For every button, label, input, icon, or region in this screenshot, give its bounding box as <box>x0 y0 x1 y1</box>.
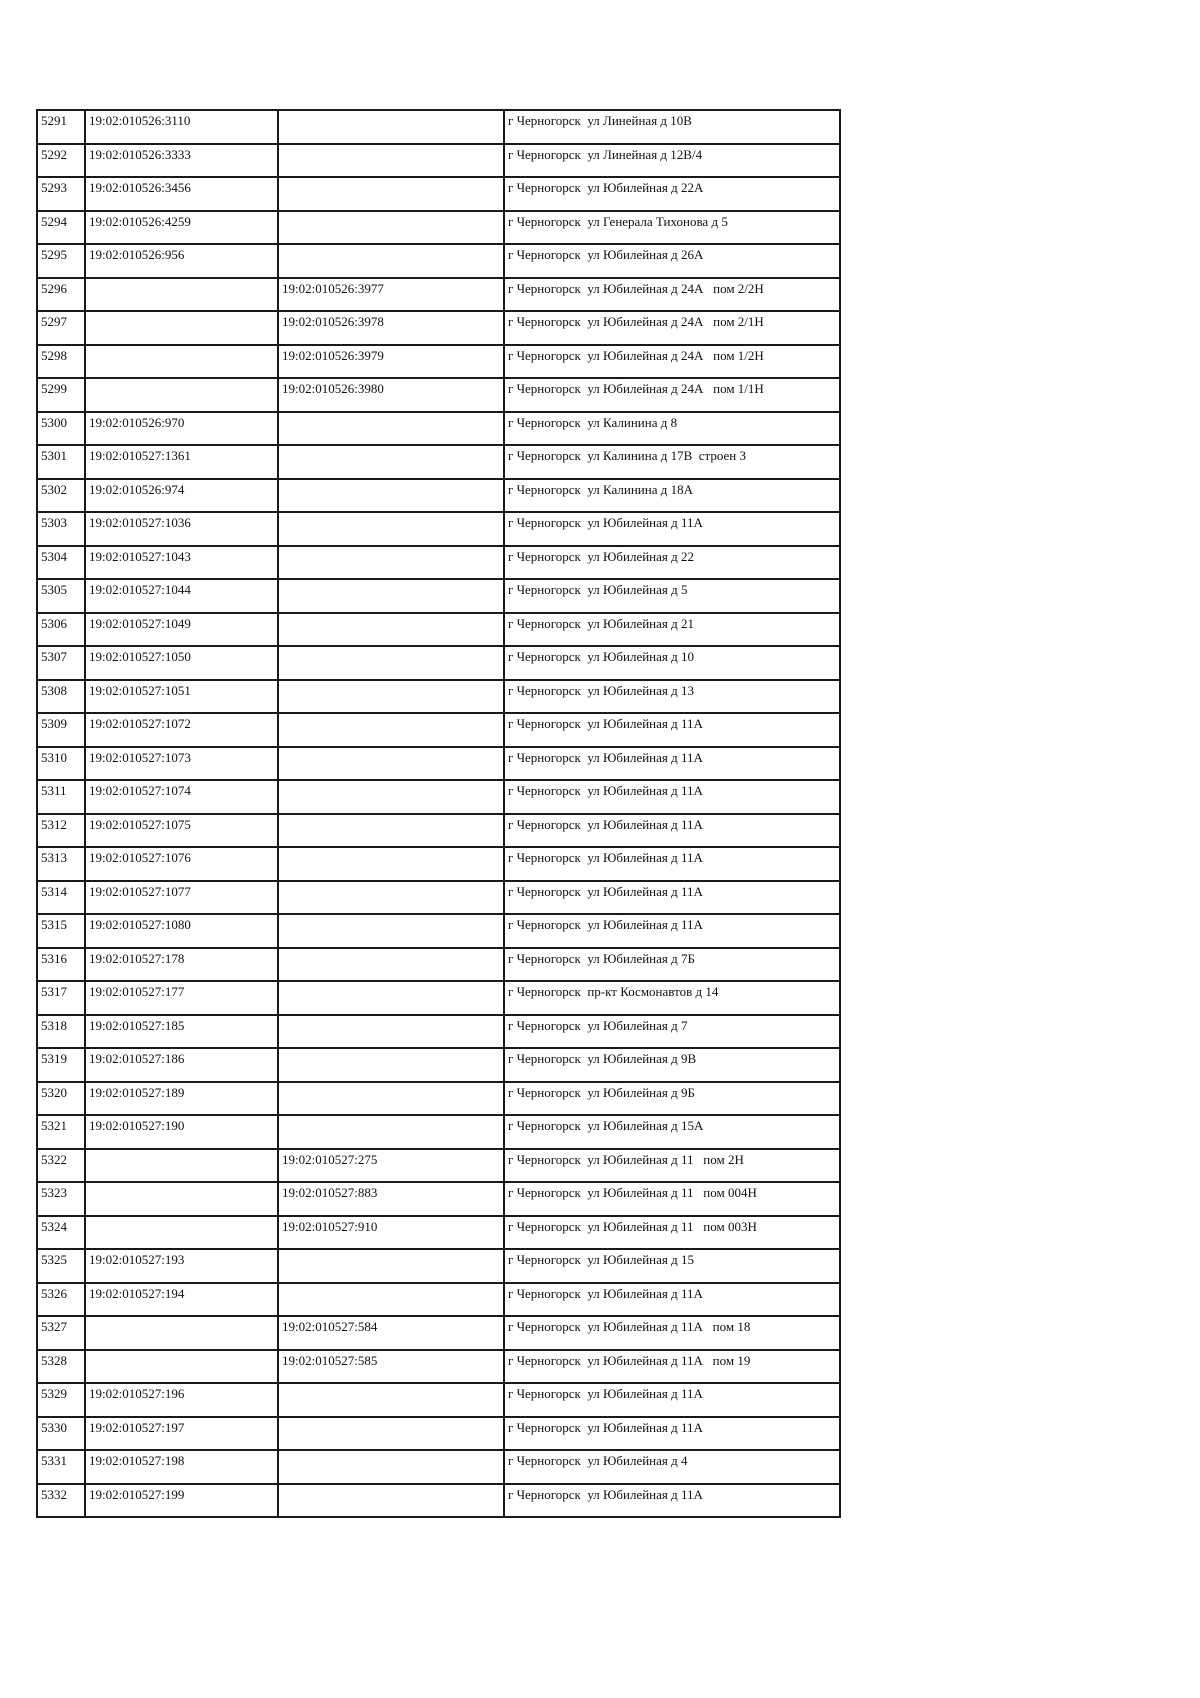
table-row <box>37 412 840 446</box>
premises-cadastral-number-cell <box>278 948 504 982</box>
premises-cadastral-number-cell <box>278 1048 504 1082</box>
table-row <box>37 445 840 479</box>
land-cadastral-number-cell: 19:02:010527:1361 <box>85 445 278 479</box>
table-row <box>37 345 840 379</box>
land-cadastral-number-cell: 19:02:010526:4259 <box>85 211 278 245</box>
land-cadastral-number-cell: 19:02:010527:1076 <box>85 847 278 881</box>
land-cadastral-number-cell: 19:02:010526:3110 <box>85 110 278 144</box>
table-row <box>37 1383 840 1417</box>
address-cell: г Черногорск ул Юбилейная д 11А <box>504 1417 840 1451</box>
land-cadastral-number-cell: 19:02:010527:186 <box>85 1048 278 1082</box>
land-cadastral-number-cell <box>85 1149 278 1183</box>
table-row <box>37 1316 840 1350</box>
row-number-cell: 5293 <box>37 177 85 211</box>
land-cadastral-number-cell: 19:02:010527:196 <box>85 1383 278 1417</box>
row-number-cell: 5296 <box>37 278 85 312</box>
premises-cadastral-number-cell <box>278 1283 504 1317</box>
land-cadastral-number-cell: 19:02:010526:974 <box>85 479 278 513</box>
address-cell: г Черногорск ул Юбилейная д 5 <box>504 579 840 613</box>
row-number-cell: 5329 <box>37 1383 85 1417</box>
table-row <box>37 1350 840 1384</box>
premises-cadastral-number-cell <box>278 244 504 278</box>
premises-cadastral-number-cell <box>278 1417 504 1451</box>
row-number-cell: 5304 <box>37 546 85 580</box>
premises-cadastral-number-cell <box>278 747 504 781</box>
row-number-cell: 5298 <box>37 345 85 379</box>
land-cadastral-number-cell: 19:02:010527:197 <box>85 1417 278 1451</box>
row-number-cell: 5297 <box>37 311 85 345</box>
table-row <box>37 948 840 982</box>
land-cadastral-number-cell: 19:02:010527:1075 <box>85 814 278 848</box>
land-cadastral-number-cell: 19:02:010527:193 <box>85 1249 278 1283</box>
premises-cadastral-number-cell <box>278 579 504 613</box>
row-number-cell: 5331 <box>37 1450 85 1484</box>
premises-cadastral-number-cell: 19:02:010526:3980 <box>278 378 504 412</box>
row-number-cell: 5313 <box>37 847 85 881</box>
row-number-cell: 5317 <box>37 981 85 1015</box>
land-cadastral-number-cell: 19:02:010527:1051 <box>85 680 278 714</box>
table-row <box>37 144 840 178</box>
table-row <box>37 981 840 1015</box>
premises-cadastral-number-cell <box>278 713 504 747</box>
row-number-cell: 5299 <box>37 378 85 412</box>
row-number-cell: 5318 <box>37 1015 85 1049</box>
table-row <box>37 814 840 848</box>
address-cell: г Черногорск ул Юбилейная д 11А <box>504 914 840 948</box>
land-cadastral-number-cell: 19:02:010527:1073 <box>85 747 278 781</box>
table-row <box>37 646 840 680</box>
premises-cadastral-number-cell <box>278 1484 504 1518</box>
address-cell: г Черногорск ул Юбилейная д 11А <box>504 814 840 848</box>
row-number-cell: 5311 <box>37 780 85 814</box>
land-cadastral-number-cell <box>85 1350 278 1384</box>
land-cadastral-number-cell: 19:02:010527:1072 <box>85 713 278 747</box>
table-row <box>37 311 840 345</box>
address-cell: г Черногорск ул Юбилейная д 11А <box>504 847 840 881</box>
premises-cadastral-number-cell <box>278 881 504 915</box>
land-cadastral-number-cell: 19:02:010527:1080 <box>85 914 278 948</box>
land-cadastral-number-cell <box>85 311 278 345</box>
land-cadastral-number-cell: 19:02:010527:199 <box>85 1484 278 1518</box>
address-cell: г Черногорск ул Юбилейная д 11А пом 19 <box>504 1350 840 1384</box>
land-cadastral-number-cell: 19:02:010526:956 <box>85 244 278 278</box>
table-row <box>37 1417 840 1451</box>
row-number-cell: 5303 <box>37 512 85 546</box>
premises-cadastral-number-cell <box>278 613 504 647</box>
row-number-cell: 5295 <box>37 244 85 278</box>
table-row <box>37 1283 840 1317</box>
address-cell: г Черногорск ул Юбилейная д 11А <box>504 713 840 747</box>
land-cadastral-number-cell: 19:02:010527:177 <box>85 981 278 1015</box>
address-cell: г Черногорск ул Юбилейная д 15 <box>504 1249 840 1283</box>
address-cell: г Черногорск ул Линейная д 10В <box>504 110 840 144</box>
table-row <box>37 278 840 312</box>
land-cadastral-number-cell <box>85 278 278 312</box>
premises-cadastral-number-cell: 19:02:010526:3977 <box>278 278 504 312</box>
land-cadastral-number-cell: 19:02:010527:1074 <box>85 780 278 814</box>
premises-cadastral-number-cell <box>278 981 504 1015</box>
table-row <box>37 1048 840 1082</box>
premises-cadastral-number-cell <box>278 780 504 814</box>
address-cell: г Черногорск ул Юбилейная д 11 пом 2Н <box>504 1149 840 1183</box>
address-cell: г Черногорск ул Юбилейная д 21 <box>504 613 840 647</box>
premises-cadastral-number-cell: 19:02:010527:883 <box>278 1182 504 1216</box>
premises-cadastral-number-cell: 19:02:010527:275 <box>278 1149 504 1183</box>
address-cell: г Черногорск ул Калинина д 8 <box>504 412 840 446</box>
row-number-cell: 5292 <box>37 144 85 178</box>
land-cadastral-number-cell: 19:02:010527:194 <box>85 1283 278 1317</box>
address-cell: г Черногорск ул Юбилейная д 9В <box>504 1048 840 1082</box>
address-cell: г Черногорск ул Юбилейная д 24А пом 1/1Н <box>504 378 840 412</box>
land-cadastral-number-cell: 19:02:010527:185 <box>85 1015 278 1049</box>
table-row <box>37 881 840 915</box>
row-number-cell: 5319 <box>37 1048 85 1082</box>
row-number-cell: 5321 <box>37 1115 85 1149</box>
row-number-cell: 5312 <box>37 814 85 848</box>
table-row <box>37 1484 840 1518</box>
row-number-cell: 5300 <box>37 412 85 446</box>
table-row <box>37 1015 840 1049</box>
land-cadastral-number-cell: 19:02:010527:1050 <box>85 646 278 680</box>
land-cadastral-number-cell: 19:02:010527:178 <box>85 948 278 982</box>
premises-cadastral-number-cell <box>278 412 504 446</box>
row-number-cell: 5309 <box>37 713 85 747</box>
row-number-cell: 5330 <box>37 1417 85 1451</box>
row-number-cell: 5310 <box>37 747 85 781</box>
premises-cadastral-number-cell <box>278 1082 504 1116</box>
row-number-cell: 5325 <box>37 1249 85 1283</box>
premises-cadastral-number-cell <box>278 680 504 714</box>
premises-cadastral-number-cell: 19:02:010527:910 <box>278 1216 504 1250</box>
registry-table-body <box>37 110 840 1517</box>
land-cadastral-number-cell: 19:02:010526:3456 <box>85 177 278 211</box>
table-row <box>37 613 840 647</box>
table-row <box>37 1149 840 1183</box>
table-row <box>37 479 840 513</box>
row-number-cell: 5306 <box>37 613 85 647</box>
premises-cadastral-number-cell: 19:02:010527:585 <box>278 1350 504 1384</box>
land-cadastral-number-cell: 19:02:010527:1036 <box>85 512 278 546</box>
address-cell: г Черногорск ул Юбилейная д 11А пом 18 <box>504 1316 840 1350</box>
table-row <box>37 747 840 781</box>
premises-cadastral-number-cell: 19:02:010526:3978 <box>278 311 504 345</box>
premises-cadastral-number-cell <box>278 1383 504 1417</box>
land-cadastral-number-cell: 19:02:010527:190 <box>85 1115 278 1149</box>
address-cell: г Черногорск ул Юбилейная д 9Б <box>504 1082 840 1116</box>
address-cell: г Черногорск ул Юбилейная д 11А <box>504 512 840 546</box>
land-cadastral-number-cell: 19:02:010527:1043 <box>85 546 278 580</box>
address-cell: г Черногорск ул Калинина д 17В строен 3 <box>504 445 840 479</box>
address-cell: г Черногорск ул Юбилейная д 13 <box>504 680 840 714</box>
premises-cadastral-number-cell <box>278 814 504 848</box>
premises-cadastral-number-cell <box>278 144 504 178</box>
land-cadastral-number-cell: 19:02:010527:1049 <box>85 613 278 647</box>
premises-cadastral-number-cell <box>278 847 504 881</box>
table-row <box>37 780 840 814</box>
table-row <box>37 680 840 714</box>
premises-cadastral-number-cell <box>278 211 504 245</box>
premises-cadastral-number-cell <box>278 646 504 680</box>
row-number-cell: 5315 <box>37 914 85 948</box>
row-number-cell: 5327 <box>37 1316 85 1350</box>
land-cadastral-number-cell: 19:02:010527:1044 <box>85 579 278 613</box>
land-cadastral-number-cell <box>85 1182 278 1216</box>
table-row <box>37 579 840 613</box>
address-cell: г Черногорск ул Юбилейная д 7Б <box>504 948 840 982</box>
row-number-cell: 5294 <box>37 211 85 245</box>
row-number-cell: 5324 <box>37 1216 85 1250</box>
land-cadastral-number-cell <box>85 1316 278 1350</box>
address-cell: г Черногорск ул Юбилейная д 7 <box>504 1015 840 1049</box>
premises-cadastral-number-cell <box>278 914 504 948</box>
table-row <box>37 1082 840 1116</box>
address-cell: г Черногорск ул Юбилейная д 11А <box>504 1383 840 1417</box>
address-cell: г Черногорск ул Юбилейная д 11 пом 003Н <box>504 1216 840 1250</box>
land-cadastral-number-cell: 19:02:010527:1077 <box>85 881 278 915</box>
address-cell: г Черногорск ул Юбилейная д 11А <box>504 747 840 781</box>
address-cell: г Черногорск ул Юбилейная д 26А <box>504 244 840 278</box>
land-cadastral-number-cell: 19:02:010527:198 <box>85 1450 278 1484</box>
premises-cadastral-number-cell <box>278 177 504 211</box>
premises-cadastral-number-cell: 19:02:010526:3979 <box>278 345 504 379</box>
land-cadastral-number-cell: 19:02:010527:189 <box>85 1082 278 1116</box>
row-number-cell: 5314 <box>37 881 85 915</box>
premises-cadastral-number-cell <box>278 1115 504 1149</box>
premises-cadastral-number-cell <box>278 546 504 580</box>
address-cell: г Черногорск ул Юбилейная д 11А <box>504 881 840 915</box>
table-row <box>37 512 840 546</box>
address-cell: г Черногорск ул Юбилейная д 22 <box>504 546 840 580</box>
address-cell: г Черногорск ул Юбилейная д 24А пом 2/1Н <box>504 311 840 345</box>
row-number-cell: 5322 <box>37 1149 85 1183</box>
premises-cadastral-number-cell <box>278 110 504 144</box>
row-number-cell: 5307 <box>37 646 85 680</box>
row-number-cell: 5326 <box>37 1283 85 1317</box>
table-row <box>37 914 840 948</box>
premises-cadastral-number-cell <box>278 445 504 479</box>
row-number-cell: 5328 <box>37 1350 85 1384</box>
row-number-cell: 5291 <box>37 110 85 144</box>
table-row <box>37 1182 840 1216</box>
table-row <box>37 1450 840 1484</box>
premises-cadastral-number-cell <box>278 479 504 513</box>
table-row <box>37 378 840 412</box>
table-row <box>37 1115 840 1149</box>
address-cell: г Черногорск ул Юбилейная д 24А пом 1/2Н <box>504 345 840 379</box>
address-cell: г Черногорск ул Юбилейная д 10 <box>504 646 840 680</box>
row-number-cell: 5332 <box>37 1484 85 1518</box>
premises-cadastral-number-cell <box>278 1015 504 1049</box>
table-row <box>37 1249 840 1283</box>
registry-table <box>36 109 841 1518</box>
premises-cadastral-number-cell <box>278 1450 504 1484</box>
address-cell: г Черногорск ул Калинина д 18А <box>504 479 840 513</box>
address-cell: г Черногорск ул Юбилейная д 11А <box>504 1484 840 1518</box>
land-cadastral-number-cell <box>85 345 278 379</box>
address-cell: г Черногорск ул Генерала Тихонова д 5 <box>504 211 840 245</box>
address-cell: г Черногорск ул Юбилейная д 11А <box>504 1283 840 1317</box>
row-number-cell: 5323 <box>37 1182 85 1216</box>
table-row <box>37 110 840 144</box>
address-cell: г Черногорск ул Юбилейная д 24А пом 2/2Н <box>504 278 840 312</box>
table-row <box>37 211 840 245</box>
address-cell: г Черногорск пр-кт Космонавтов д 14 <box>504 981 840 1015</box>
row-number-cell: 5305 <box>37 579 85 613</box>
premises-cadastral-number-cell <box>278 512 504 546</box>
land-cadastral-number-cell: 19:02:010526:3333 <box>85 144 278 178</box>
premises-cadastral-number-cell <box>278 1249 504 1283</box>
table-row <box>37 1216 840 1250</box>
address-cell: г Черногорск ул Юбилейная д 22А <box>504 177 840 211</box>
land-cadastral-number-cell <box>85 1216 278 1250</box>
premises-cadastral-number-cell: 19:02:010527:584 <box>278 1316 504 1350</box>
table-row <box>37 847 840 881</box>
address-cell: г Черногорск ул Юбилейная д 11 пом 004Н <box>504 1182 840 1216</box>
row-number-cell: 5302 <box>37 479 85 513</box>
address-cell: г Черногорск ул Юбилейная д 15А <box>504 1115 840 1149</box>
table-row <box>37 244 840 278</box>
address-cell: г Черногорск ул Юбилейная д 11А <box>504 780 840 814</box>
table-row <box>37 177 840 211</box>
table-row <box>37 546 840 580</box>
address-cell: г Черногорск ул Юбилейная д 4 <box>504 1450 840 1484</box>
address-cell: г Черногорск ул Линейная д 12В/4 <box>504 144 840 178</box>
row-number-cell: 5316 <box>37 948 85 982</box>
land-cadastral-number-cell: 19:02:010526:970 <box>85 412 278 446</box>
row-number-cell: 5320 <box>37 1082 85 1116</box>
row-number-cell: 5308 <box>37 680 85 714</box>
table-row <box>37 713 840 747</box>
land-cadastral-number-cell <box>85 378 278 412</box>
row-number-cell: 5301 <box>37 445 85 479</box>
